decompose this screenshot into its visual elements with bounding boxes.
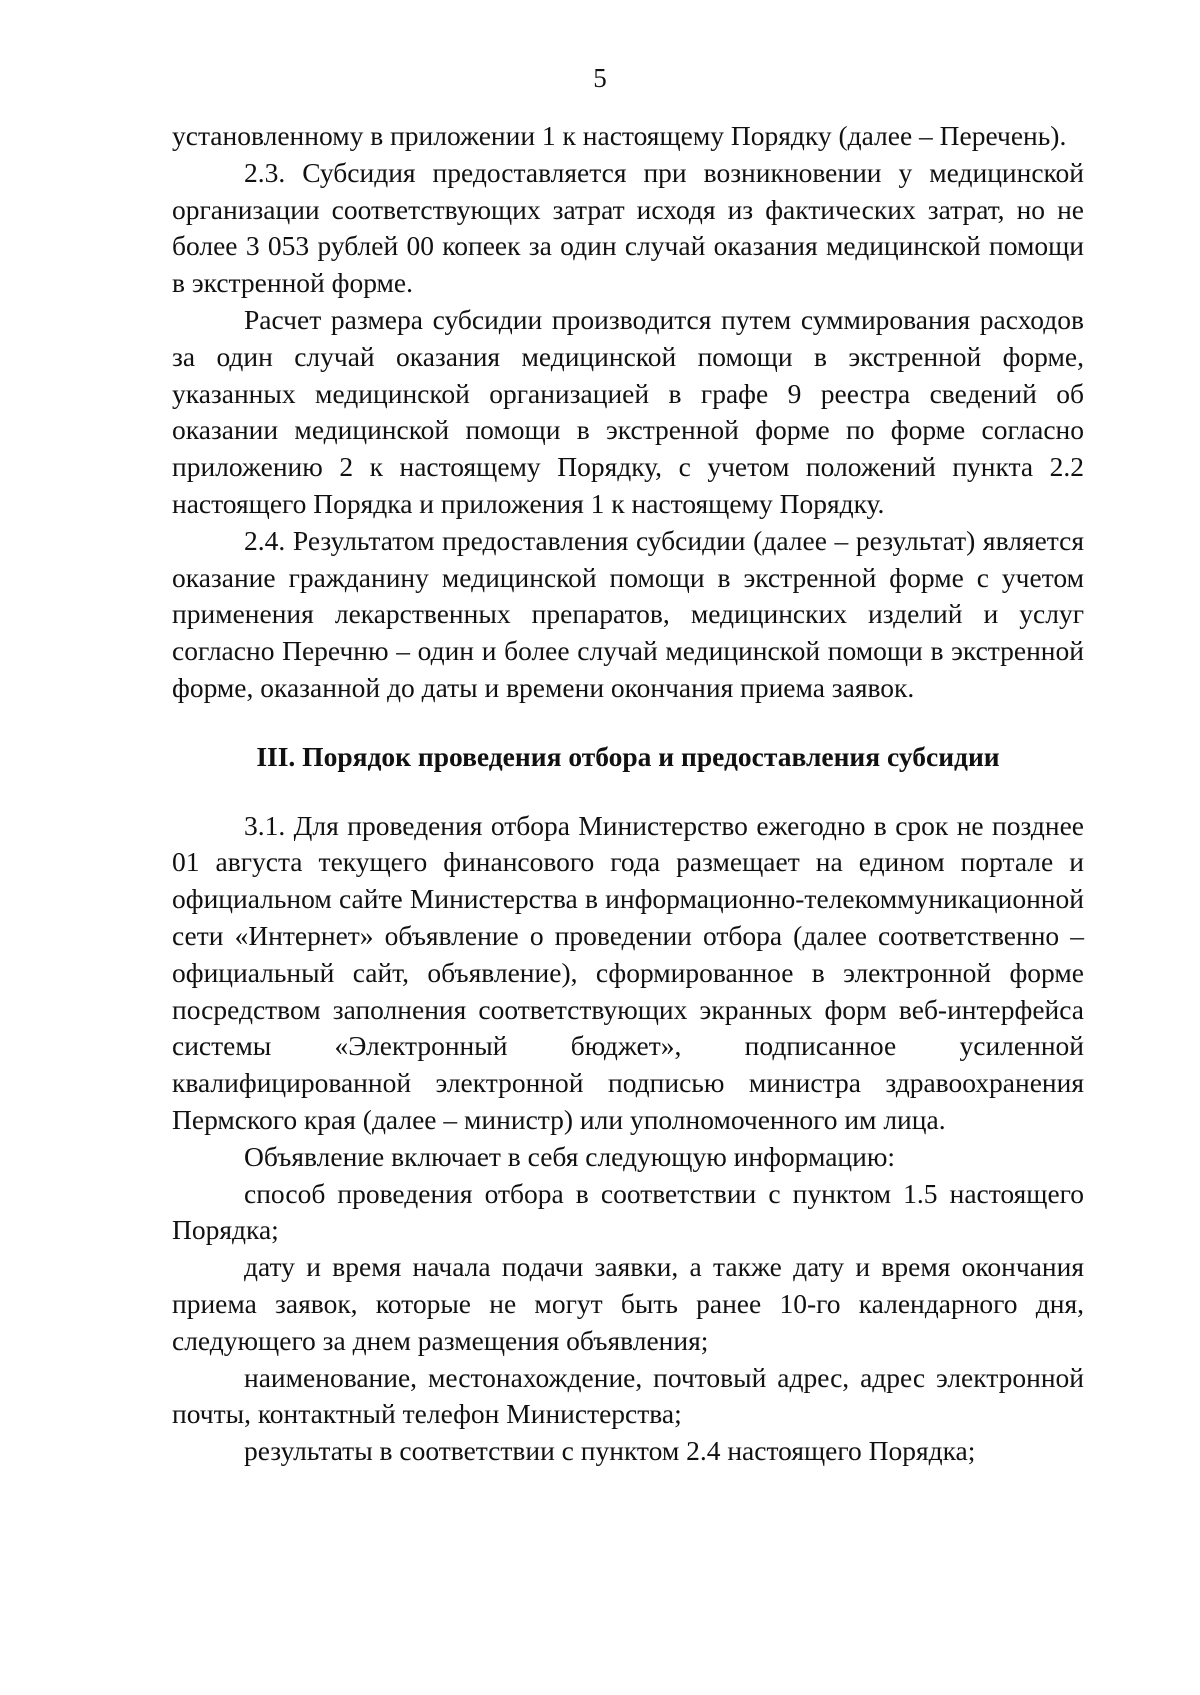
- page-number: 5: [593, 63, 607, 93]
- section-heading: III. Порядок проведения отбора и предоставления субсидии: [256, 740, 1000, 772]
- list-item-results: результаты в соответствии с пунктом 2.4 настоящего Порядка;: [244, 1435, 976, 1467]
- paragraph-calculation: Расчет размера субсидии производится путем суммирования расходов за один случай оказания медицинской помощи в экстренной форме, указанных медицинской организацией в графе 9 реестра сведений об оказании медицинской помощи в экстренной форме по форме согласно приложению 2 к настоящему Порядку, с учетом положений пункта 2.2 настоящего Порядка и приложения 1 к настоящему Порядку.: [172, 303, 1084, 519]
- paragraph-announcement-intro: Объявление включает в себя следующую информацию:: [244, 1140, 896, 1172]
- paragraph-3-1: 3.1. Для проведения отбора Министерство ежегодно в срок не позднее 01 августа текущего финансового года размещает на едином портале и официальном сайте Министерства в информационно-телекоммуникационной сети «Интернет» объявление о проведении отбора (далее соответственно – официальный сайт, объявление), сформированное в электронной форме посредством заполнения соответствующих экранных форм веб-интерфейса системы «Электронный бюджет», подписанное усиленной квалифицированной электронной подписью министра здравоохранения Пермского края (далее – министр) или уполномоченного им лица.: [172, 809, 1084, 1135]
- paragraph-continuation: установленному в приложении 1 к настоящему Порядку (далее – Перечень).: [172, 120, 1067, 151]
- list-item-contacts: наименование, местонахождение, почтовый адрес, адрес электронной почты, контактный телефон Министерства;: [172, 1361, 1084, 1430]
- paragraph-2-4: 2.4. Результатом предоставления субсидии (далее – результат) является оказание гражданину медицинской помощи в экстренной форме с учетом применения лекарственных препаратов, медицинских изделий и услуг согласно Перечню – один и более случай медицинской помощи в экстренной форме, оказанной до даты и времени окончания приема заявок.: [172, 524, 1084, 703]
- list-item-method: способ проведения отбора в соответствии с пунктом 1.5 настоящего Порядка;: [172, 1177, 1084, 1246]
- paragraph-2-3: 2.3. Субсидия предоставляется при возникновении у медицинской организации соответствующих затрат исходя из фактических затрат, но не более 3 053 рублей 00 копеек за один случай оказания медицинской помощи в экстренной форме.: [172, 156, 1084, 299]
- document-body: [172, 118, 1084, 1470]
- list-item-dates: дату и время начала подачи заявки, а также дату и время окончания приема заявок, которые не могут быть ранее 10-го календарного дня, следующего за днем размещения объявления;: [172, 1251, 1084, 1356]
